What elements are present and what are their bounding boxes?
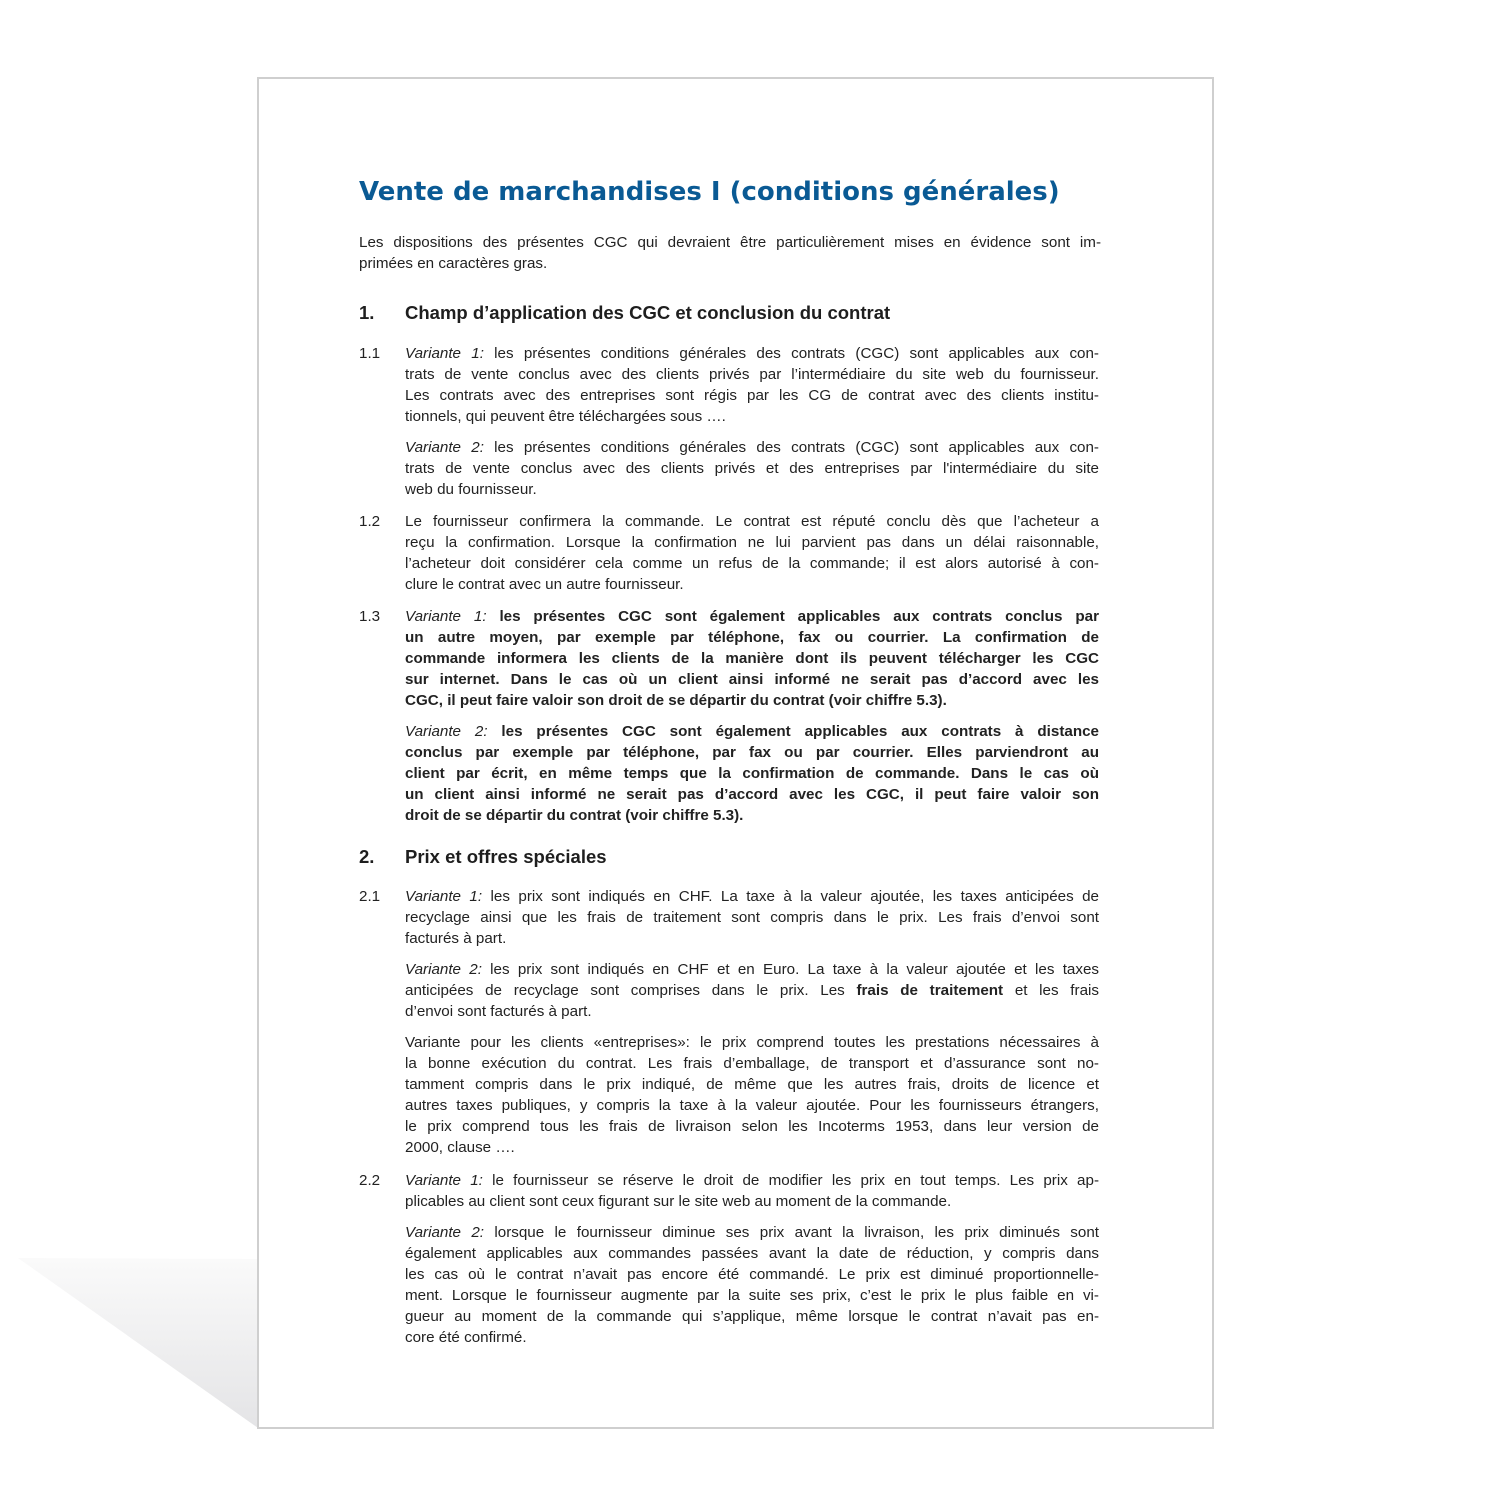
text-line (405, 553, 1099, 574)
line-text: lorsque le fournisseur diminue ses prix avant la livraison, les prix diminués sont (484, 1224, 1099, 1241)
line-text: gueur au moment de la commande qui s’applique, même lorsque le contrat n’avait pas en- (405, 1308, 1099, 1325)
text-line (405, 364, 1099, 385)
line-text: les présentes CGC sont également applicables aux contrats conclus par (486, 608, 1099, 625)
line-text: conclus par exemple par téléphone, par fax ou par courrier. Elles parviendront au (405, 744, 1099, 761)
line-text: un autre moyen, par exemple par téléphone, fax ou courrier. La confirmation de (405, 629, 1099, 646)
text-line (359, 232, 1101, 253)
text-line (405, 479, 1099, 500)
variant-label: Variante 1: (405, 608, 487, 625)
text-line (405, 532, 1099, 553)
text-line (405, 907, 1099, 928)
clause-number: 1.2 (359, 513, 381, 530)
document-page (257, 77, 1214, 1429)
clause-number: 2.1 (359, 888, 381, 905)
line-text: et les frais (1003, 982, 1099, 999)
line-text: les prix sont indiqués en CHF et en Euro. La taxe à la valeur ajoutée et les taxes (481, 961, 1099, 978)
line-text: un client ainsi informé ne serait pas d’accord avec les CGC, il peut faire valoir son (405, 786, 1099, 803)
document-title: Vente de marchandises I (conditions générales) (359, 177, 1060, 207)
line-text: anticipées de recyclage sont comprises dans le prix. Les (405, 982, 857, 999)
text-line (405, 928, 1099, 949)
text-line (405, 721, 1099, 742)
text-line (405, 1170, 1099, 1191)
variant-label: Variante 1: (405, 888, 483, 905)
text-line (405, 1074, 1099, 1095)
line-text: sur internet. Dans le cas où un client ainsi informé ne serait pas d’accord avec les (405, 671, 1099, 688)
line-text: les présentes CGC sont également applicables aux contrats à distance (487, 723, 1099, 740)
bold-emphasis: frais de traitement (856, 982, 1004, 999)
section-heading: Champ d’application des CGC et conclusion du contrat (405, 302, 891, 323)
line-text: ment. Lorsque le fournisseur augmente par la suite ses prix, c’est le prix le plus faible en vi- (405, 1287, 1099, 1304)
line-text: autres taxes publiques, y compris la taxe à la valeur ajoutée. Pour les fournisseurs étrangers, (405, 1097, 1099, 1114)
section-number: 1. (359, 302, 375, 323)
variant-label: Variante 2: (405, 723, 488, 740)
variant-label: Variante 2: (405, 1224, 485, 1241)
variant-label: Variante 1: (405, 345, 484, 362)
line-text: 2000, clause …. (405, 1139, 515, 1156)
line-text: tamment compris dans le prix indiqué, de même que les autres frais, droits de licence et (405, 1076, 1099, 1093)
variant-label: Variante 2: (405, 439, 484, 456)
line-text: commande informera les clients de la manière dont ils peuvent télécharger les CGC (405, 650, 1099, 667)
text-line (405, 1327, 1099, 1348)
text-line (405, 1095, 1099, 1116)
line-text: la bonne exécution du contrat. Les frais d’emballage, de transport et d’assurance sont no- (405, 1055, 1099, 1072)
line-text: le fournisseur se réserve le droit de modifier les prix en tout temps. Les prix ap- (482, 1172, 1099, 1189)
line-text: core été confirmé. (405, 1329, 527, 1346)
line-text: recyclage ainsi que les frais de traitement sont compris dans le prix. Les frais d’envoi sont (405, 909, 1099, 926)
text-line (405, 1264, 1099, 1285)
line-text: Les contrats avec des entreprises sont régis par les CG de contrat avec des clients institu- (405, 387, 1099, 404)
text-line (405, 959, 1099, 980)
line-text: Les dispositions des présentes CGC qui devraient être particulièrement mises en évidence sont im- (359, 234, 1101, 251)
text-line (405, 385, 1099, 406)
line-text: client par écrit, en même temps que la confirmation de commande. Dans le cas où (405, 765, 1099, 782)
text-line (405, 1137, 1099, 1158)
text-line (405, 763, 1099, 784)
text-line (405, 1306, 1099, 1327)
section-number: 2. (359, 846, 375, 867)
line-text: les présentes conditions générales des contrats (CGC) sont applicables aux con- (483, 439, 1099, 456)
text-line (405, 805, 1099, 826)
section-heading: Prix et offres spéciales (405, 846, 607, 867)
line-text: clure le contrat avec un autre fournisseur. (405, 576, 684, 593)
line-text: les cas où le contrat n’avait pas encore été commandé. Le prix est diminué proportionnelle- (405, 1266, 1099, 1283)
variant-label: Variante 1: (405, 1172, 483, 1189)
text-line (405, 574, 1099, 595)
clause-number: 1.1 (359, 345, 381, 362)
line-text: primées en caractères gras. (359, 255, 548, 272)
text-line (405, 1032, 1099, 1053)
text-line (405, 511, 1099, 532)
clause-number: 1.3 (359, 608, 381, 625)
text-line (405, 406, 1099, 427)
line-text: Le fournisseur confirmera la commande. Le contrat est réputé conclu dès que l’acheteur a (405, 513, 1099, 530)
text-line (359, 253, 1101, 274)
line-text: le prix comprend tous les frais de livraison selon les Incoterms 1953, dans leur version de (405, 1118, 1099, 1135)
line-text: reçu la confirmation. Lorsque la confirmation ne lui parvient pas dans un délai raisonnable, (405, 534, 1099, 551)
text-line (405, 627, 1099, 648)
text-line (405, 1053, 1099, 1074)
text-line (405, 437, 1099, 458)
line-text: d’envoi sont facturés à part. (405, 1003, 592, 1020)
text-line (405, 606, 1099, 627)
text-line (405, 1285, 1099, 1306)
text-line (405, 1001, 1099, 1022)
line-text: les présentes conditions générales des contrats (CGC) sont applicables aux con- (483, 345, 1099, 362)
line-text: plicables au client sont ceux figurant sur le site web au moment de la commande. (405, 1193, 952, 1210)
text-line (405, 1116, 1099, 1137)
line-text: tionnels, qui peuvent être téléchargées sous …. (405, 408, 726, 425)
variant-label: Variante 2: (405, 961, 482, 978)
line-text: également applicables aux commandes passées avant la date de réduction, y compris dans (405, 1245, 1099, 1262)
text-line (405, 784, 1099, 805)
text-line (405, 742, 1099, 763)
line-text: trats de vente conclus avec des clients privés et des entreprises par l'intermédiaire du site (405, 460, 1099, 477)
line-text: web du fournisseur. (405, 481, 537, 498)
text-line (405, 669, 1099, 690)
line-text: les prix sont indiqués en CHF. La taxe à la valeur ajoutée, les taxes anticipées de (482, 888, 1099, 905)
text-line (405, 458, 1099, 479)
text-line (405, 886, 1099, 907)
line-text: trats de vente conclus avec des clients privés par l’intermédiaire du site web du fournisseur. (405, 366, 1099, 383)
text-line (405, 980, 1099, 1001)
line-text: Variante pour les clients «entreprises»: le prix comprend toutes les prestations nécessaires à (405, 1034, 1099, 1051)
line-text: CGC, il peut faire valoir son droit de se départir du contrat (voir chiffre 5.3). (405, 692, 947, 709)
text-line (405, 690, 1099, 711)
text-line (405, 648, 1099, 669)
line-text: l’acheteur doit considérer cela comme un refus de la commande; il est alors autorisé à con- (405, 555, 1099, 572)
line-text: facturés à part. (405, 930, 507, 947)
text-line (405, 1243, 1099, 1264)
text-line (405, 1191, 1099, 1212)
line-text: droit de se départir du contrat (voir chiffre 5.3). (405, 807, 744, 824)
text-line (405, 1222, 1099, 1243)
text-line (405, 343, 1099, 364)
clause-number: 2.2 (359, 1172, 381, 1189)
